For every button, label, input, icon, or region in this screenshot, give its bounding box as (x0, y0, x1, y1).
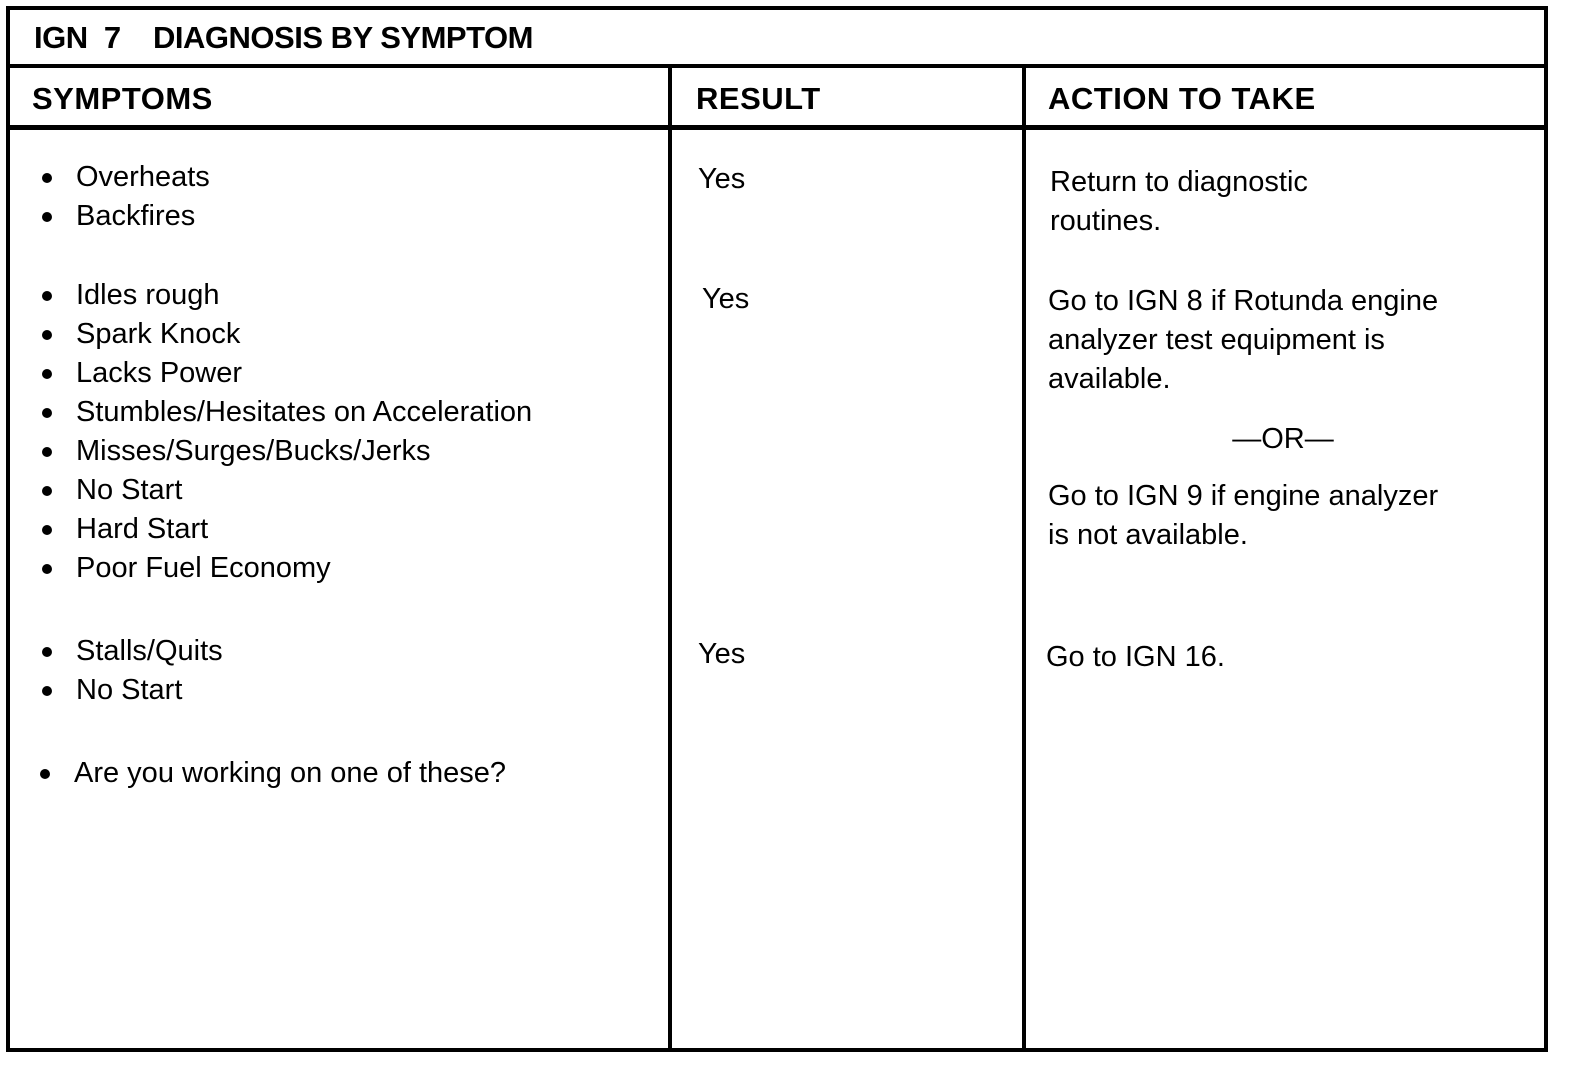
symptom-item: No Start (34, 471, 532, 510)
action-line: Go to IGN 8 if Rotunda engine (1048, 285, 1439, 317)
row-2-symptoms (34, 276, 532, 588)
row-3-result: Yes (698, 638, 746, 670)
symptom-item: Hard Start (34, 510, 532, 549)
question-text: Are you working on one of these? (32, 754, 506, 793)
action-line: Go to IGN 9 if engine analyzer (1048, 480, 1439, 512)
symptom-item: Backfires (34, 197, 210, 236)
symptom-item: Lacks Power (34, 354, 532, 393)
column-divider-1 (668, 68, 672, 1048)
row-1-result: Yes (698, 163, 746, 195)
symptom-item: Stalls/Quits (34, 632, 223, 671)
action-line: available. (1048, 363, 1171, 395)
symptom-item: Poor Fuel Economy (34, 549, 532, 588)
table-title-bar (10, 10, 1544, 68)
action-line: Go to IGN 16. (1046, 641, 1225, 673)
row-1-symptoms (34, 158, 210, 236)
row-3-action (1046, 638, 1225, 677)
action-line: Return to diagnostic (1050, 166, 1308, 198)
row-1-action (1050, 163, 1308, 241)
action-line: routines. (1050, 205, 1162, 237)
row-3-symptoms (34, 632, 223, 710)
question-list (32, 754, 506, 793)
result-column-header: RESULT (696, 81, 821, 116)
symptom-item: Stumbles/Hesitates on Acceleration (34, 393, 532, 432)
row-2-result: Yes (702, 283, 750, 315)
action-line: analyzer test equipment is (1048, 324, 1385, 356)
table-title: IGN 7 DIAGNOSIS BY SYMPTOM (34, 20, 533, 55)
diagnosis-table (6, 6, 1548, 1052)
symptom-item: Misses/Surges/Bucks/Jerks (34, 432, 532, 471)
action-line: is not available. (1048, 519, 1248, 551)
symptom-item: No Start (34, 671, 223, 710)
symptom-item: Idles rough (34, 276, 532, 315)
symptom-item: Overheats (34, 158, 210, 197)
symptom-item: Spark Knock (34, 315, 532, 354)
column-divider-2 (1022, 68, 1026, 1048)
symptoms-column-header: SYMPTOMS (32, 81, 213, 116)
action-column-header: ACTION TO TAKE (1048, 81, 1316, 116)
column-header-row (10, 68, 1544, 130)
row-2-action (1048, 282, 1518, 555)
or-separator: —OR— (1232, 423, 1334, 455)
